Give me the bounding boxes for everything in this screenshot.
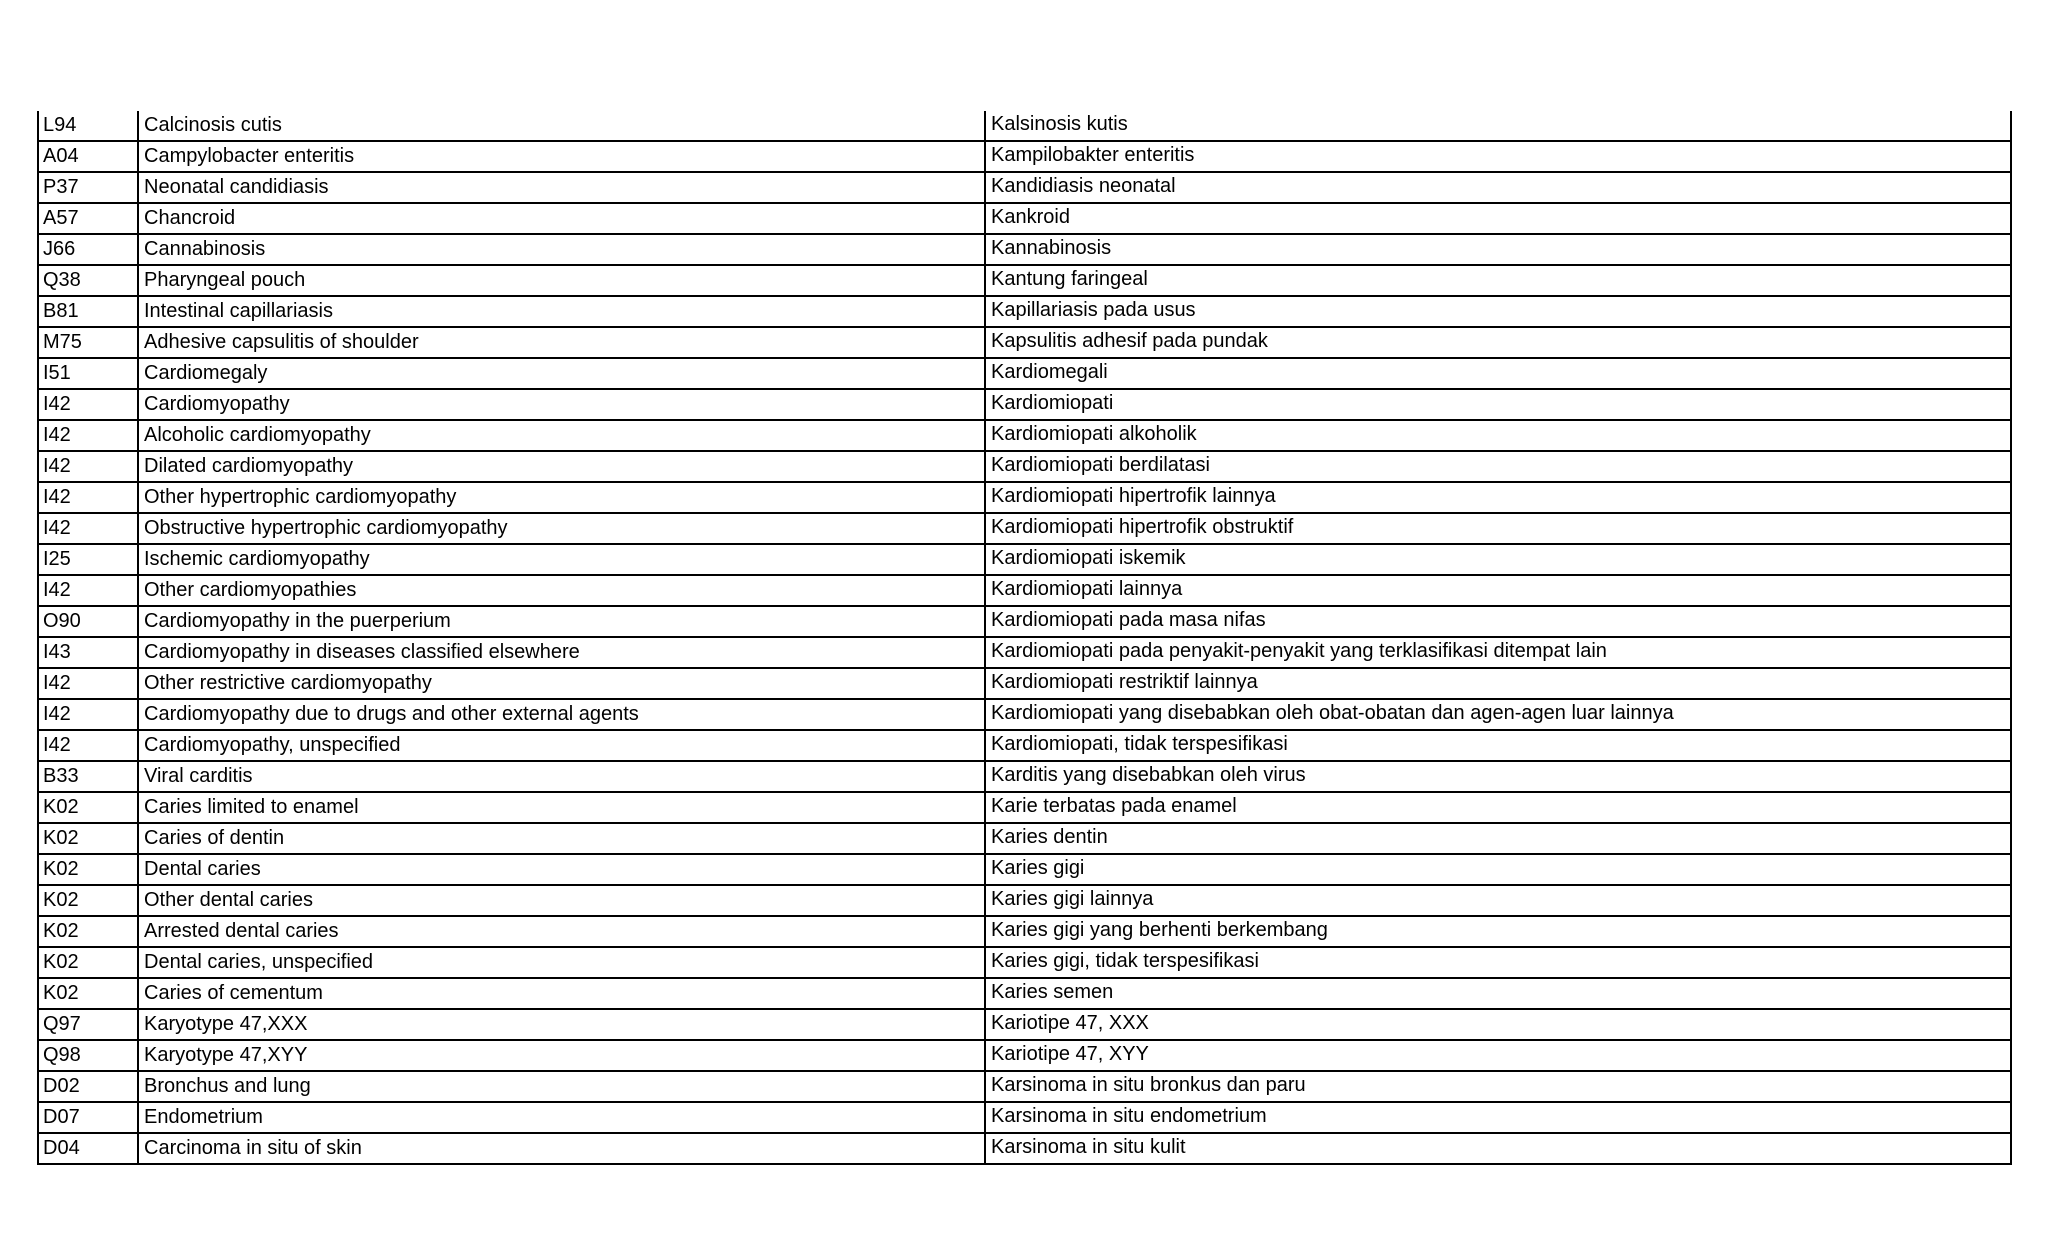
indonesian-term-cell: Kalsinosis kutis xyxy=(985,111,2011,141)
table-row xyxy=(38,1133,2011,1164)
indonesian-term-cell: Kardiomiopati xyxy=(985,389,2011,420)
indonesian-term-cell: Karsinoma in situ endometrium xyxy=(985,1102,2011,1133)
icd-code-cell: K02 xyxy=(38,823,138,854)
indonesian-term-cell: Karsinoma in situ bronkus dan paru xyxy=(985,1071,2011,1102)
table-row xyxy=(38,575,2011,606)
english-term-cell: Alcoholic cardiomyopathy xyxy=(138,420,985,451)
indonesian-term-cell: Kardiomiopati lainnya xyxy=(985,575,2011,606)
icd-code-cell: P37 xyxy=(38,172,138,203)
english-term-cell: Arrested dental caries xyxy=(138,916,985,947)
table-row xyxy=(38,1102,2011,1133)
table-row xyxy=(38,111,2011,141)
icd-code-cell: A57 xyxy=(38,203,138,234)
indonesian-term-cell: Kardiomiopati, tidak terspesifikasi xyxy=(985,730,2011,761)
english-term-cell: Other dental caries xyxy=(138,885,985,916)
icd-code-cell: M75 xyxy=(38,327,138,358)
table-row xyxy=(38,668,2011,699)
table-row xyxy=(38,234,2011,265)
table-row xyxy=(38,885,2011,916)
icd-code-cell: K02 xyxy=(38,885,138,916)
indonesian-term-cell: Karie terbatas pada enamel xyxy=(985,792,2011,823)
icd-code-cell: B33 xyxy=(38,761,138,792)
icd-code-cell: A04 xyxy=(38,141,138,172)
icd-code-cell: B81 xyxy=(38,296,138,327)
icd-code-cell: K02 xyxy=(38,792,138,823)
english-term-cell: Ischemic cardiomyopathy xyxy=(138,544,985,575)
icd-code-cell: I42 xyxy=(38,575,138,606)
icd-code-cell: I42 xyxy=(38,451,138,482)
english-term-cell: Chancroid xyxy=(138,203,985,234)
icd-code-cell: D07 xyxy=(38,1102,138,1133)
table-row xyxy=(38,141,2011,172)
english-term-cell: Obstructive hypertrophic cardiomyopathy xyxy=(138,513,985,544)
table-row xyxy=(38,389,2011,420)
indonesian-term-cell: Kampilobakter enteritis xyxy=(985,141,2011,172)
table-row xyxy=(38,327,2011,358)
english-term-cell: Cannabinosis xyxy=(138,234,985,265)
icd-code-cell: I42 xyxy=(38,668,138,699)
icd-code-cell: O90 xyxy=(38,606,138,637)
english-term-cell: Calcinosis cutis xyxy=(138,111,985,141)
icd-code-cell: I42 xyxy=(38,389,138,420)
indonesian-term-cell: Karies gigi lainnya xyxy=(985,885,2011,916)
icd-code-cell: I43 xyxy=(38,637,138,668)
indonesian-term-cell: Karies gigi yang berhenti berkembang xyxy=(985,916,2011,947)
table-row xyxy=(38,947,2011,978)
indonesian-term-cell: Karditis yang disebabkan oleh virus xyxy=(985,761,2011,792)
icd-code-cell: I51 xyxy=(38,358,138,389)
english-term-cell: Cardiomegaly xyxy=(138,358,985,389)
indonesian-term-cell: Kapillariasis pada usus xyxy=(985,296,2011,327)
table-row xyxy=(38,1071,2011,1102)
indonesian-term-cell: Kandidiasis neonatal xyxy=(985,172,2011,203)
english-term-cell: Carcinoma in situ of skin xyxy=(138,1133,985,1164)
table-row xyxy=(38,420,2011,451)
english-term-cell: Karyotype 47,XYY xyxy=(138,1040,985,1071)
icd-code-cell: I42 xyxy=(38,730,138,761)
icd-code-cell: I42 xyxy=(38,699,138,730)
english-term-cell: Other hypertrophic cardiomyopathy xyxy=(138,482,985,513)
table-row xyxy=(38,451,2011,482)
icd-code-cell: K02 xyxy=(38,916,138,947)
table-row xyxy=(38,730,2011,761)
icd-code-cell: K02 xyxy=(38,854,138,885)
english-term-cell: Intestinal capillariasis xyxy=(138,296,985,327)
icd-code-cell: K02 xyxy=(38,978,138,1009)
english-term-cell: Cardiomyopathy in the puerperium xyxy=(138,606,985,637)
table-row xyxy=(38,699,2011,730)
icd-translation-table xyxy=(37,111,2012,1165)
icd-code-cell: J66 xyxy=(38,234,138,265)
english-term-cell: Adhesive capsulitis of shoulder xyxy=(138,327,985,358)
indonesian-term-cell: Kardiomiopati pada penyakit-penyakit yang terklasifikasi ditempat lain xyxy=(985,637,2011,668)
indonesian-term-cell: Karies semen xyxy=(985,978,2011,1009)
table-row xyxy=(38,761,2011,792)
english-term-cell: Cardiomyopathy, unspecified xyxy=(138,730,985,761)
indonesian-term-cell: Karies gigi xyxy=(985,854,2011,885)
english-term-cell: Campylobacter enteritis xyxy=(138,141,985,172)
indonesian-term-cell: Kardiomiopati iskemik xyxy=(985,544,2011,575)
table-row xyxy=(38,854,2011,885)
english-term-cell: Viral carditis xyxy=(138,761,985,792)
english-term-cell: Caries of cementum xyxy=(138,978,985,1009)
indonesian-term-cell: Kardiomiopati restriktif lainnya xyxy=(985,668,2011,699)
table-row xyxy=(38,606,2011,637)
english-term-cell: Karyotype 47,XXX xyxy=(138,1009,985,1040)
table-row xyxy=(38,916,2011,947)
english-term-cell: Dental caries, unspecified xyxy=(138,947,985,978)
table-body xyxy=(38,111,2011,1164)
icd-code-cell: Q38 xyxy=(38,265,138,296)
table-row xyxy=(38,823,2011,854)
table-row xyxy=(38,482,2011,513)
indonesian-term-cell: Kapsulitis adhesif pada pundak xyxy=(985,327,2011,358)
icd-code-cell: D02 xyxy=(38,1071,138,1102)
english-term-cell: Cardiomyopathy due to drugs and other external agents xyxy=(138,699,985,730)
icd-code-cell: Q97 xyxy=(38,1009,138,1040)
indonesian-term-cell: Kankroid xyxy=(985,203,2011,234)
icd-code-cell: Q98 xyxy=(38,1040,138,1071)
indonesian-term-cell: Kariotipe 47, XXX xyxy=(985,1009,2011,1040)
table-row xyxy=(38,358,2011,389)
table-row xyxy=(38,203,2011,234)
table-row xyxy=(38,637,2011,668)
english-term-cell: Dilated cardiomyopathy xyxy=(138,451,985,482)
icd-code-cell: K02 xyxy=(38,947,138,978)
table-row xyxy=(38,792,2011,823)
english-term-cell: Other restrictive cardiomyopathy xyxy=(138,668,985,699)
icd-code-cell: I42 xyxy=(38,513,138,544)
english-term-cell: Neonatal candidiasis xyxy=(138,172,985,203)
english-term-cell: Bronchus and lung xyxy=(138,1071,985,1102)
indonesian-term-cell: Kariotipe 47, XYY xyxy=(985,1040,2011,1071)
indonesian-term-cell: Kannabinosis xyxy=(985,234,2011,265)
indonesian-term-cell: Kantung faringeal xyxy=(985,265,2011,296)
indonesian-term-cell: Kardiomegali xyxy=(985,358,2011,389)
indonesian-term-cell: Kardiomiopati berdilatasi xyxy=(985,451,2011,482)
table-row xyxy=(38,1009,2011,1040)
table-row xyxy=(38,513,2011,544)
english-term-cell: Caries limited to enamel xyxy=(138,792,985,823)
indonesian-term-cell: Karsinoma in situ kulit xyxy=(985,1133,2011,1164)
table-row xyxy=(38,296,2011,327)
icd-code-cell: I25 xyxy=(38,544,138,575)
icd-code-cell: L94 xyxy=(38,111,138,141)
table-row xyxy=(38,265,2011,296)
english-term-cell: Other cardiomyopathies xyxy=(138,575,985,606)
english-term-cell: Cardiomyopathy xyxy=(138,389,985,420)
table-row xyxy=(38,544,2011,575)
icd-code-cell: I42 xyxy=(38,420,138,451)
indonesian-term-cell: Kardiomiopati hipertrofik obstruktif xyxy=(985,513,2011,544)
icd-code-cell: D04 xyxy=(38,1133,138,1164)
english-term-cell: Cardiomyopathy in diseases classified elsewhere xyxy=(138,637,985,668)
table-row xyxy=(38,978,2011,1009)
indonesian-term-cell: Kardiomiopati hipertrofik lainnya xyxy=(985,482,2011,513)
icd-code-cell: I42 xyxy=(38,482,138,513)
indonesian-term-cell: Karies gigi, tidak terspesifikasi xyxy=(985,947,2011,978)
table-row xyxy=(38,172,2011,203)
english-term-cell: Caries of dentin xyxy=(138,823,985,854)
english-term-cell: Endometrium xyxy=(138,1102,985,1133)
english-term-cell: Pharyngeal pouch xyxy=(138,265,985,296)
indonesian-term-cell: Karies dentin xyxy=(985,823,2011,854)
indonesian-term-cell: Kardiomiopati pada masa nifas xyxy=(985,606,2011,637)
english-term-cell: Dental caries xyxy=(138,854,985,885)
indonesian-term-cell: Kardiomiopati alkoholik xyxy=(985,420,2011,451)
indonesian-term-cell: Kardiomiopati yang disebabkan oleh obat-obatan dan agen-agen luar lainnya xyxy=(985,699,2011,730)
table-row xyxy=(38,1040,2011,1071)
